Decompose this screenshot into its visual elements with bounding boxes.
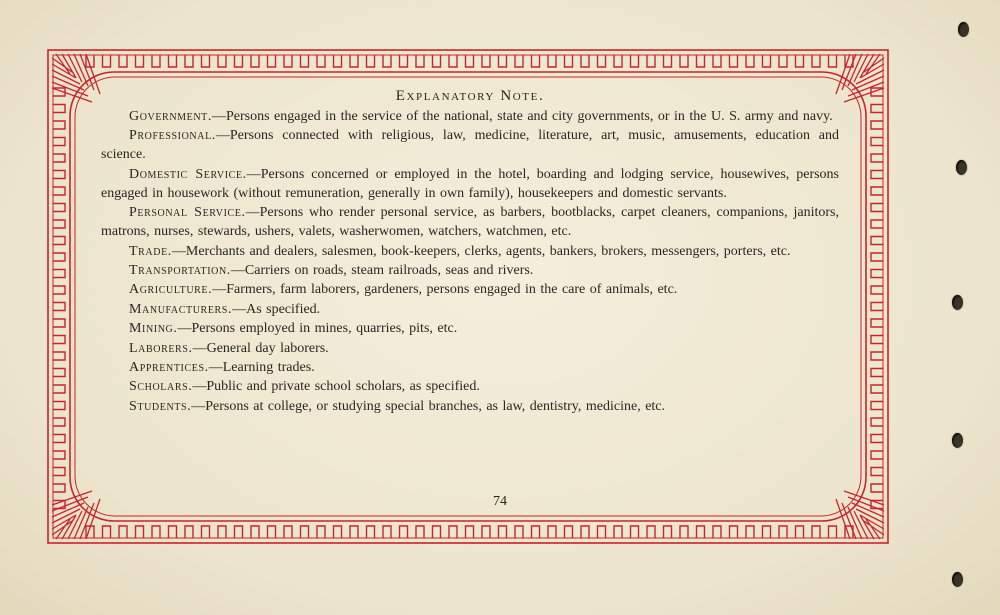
entry-description: —Persons connected with religious, law, medicine, literature, art, music, amusements, education and science. bbox=[101, 128, 839, 163]
entry-apprentices bbox=[101, 358, 839, 377]
entry-domesticservice bbox=[101, 165, 839, 203]
entry-students bbox=[101, 397, 839, 416]
entry-government bbox=[101, 107, 839, 126]
entry-description: —Persons employed in mines, quarries, pits, etc. bbox=[177, 321, 458, 337]
entry-term: Scholars. bbox=[129, 379, 193, 395]
entry-term: Professional. bbox=[129, 128, 216, 144]
entry-term: Government. bbox=[129, 109, 212, 124]
entry-professional bbox=[101, 126, 839, 164]
entry-description: —Public and private school scholars, as specified. bbox=[192, 379, 480, 395]
entry-term: Domestic Service. bbox=[129, 166, 247, 182]
entry-description: —Persons at college, or studying special branches, as law, dentistry, medicine, etc. bbox=[191, 398, 666, 414]
entry-description: —Persons concerned or employed in the hotel, boarding and lodging service, housewives, persons engaged in housework (without remuneration, generally in own family), housekeepers and domestic servants. bbox=[101, 166, 840, 201]
page-title: Explanatory Note. bbox=[395, 88, 545, 104]
entry-description: —Farmers, farm laborers, gardeners, persons engaged in the care of animals, etc. bbox=[212, 282, 678, 298]
entries-list bbox=[101, 107, 839, 416]
entry-agriculture bbox=[101, 280, 839, 299]
entry-term: Trade. bbox=[129, 243, 172, 259]
entry-description: —As specified. bbox=[232, 301, 321, 317]
entry-term: Transportation. bbox=[129, 262, 231, 278]
entry-description: —Learning trades. bbox=[208, 359, 315, 375]
entry-personalservice bbox=[101, 203, 839, 241]
entry-trade bbox=[101, 242, 839, 261]
entry-term: Students. bbox=[129, 398, 192, 414]
entry-description: —Carriers on roads, steam railroads, seas and rivers. bbox=[230, 262, 534, 278]
entry-mining bbox=[101, 319, 839, 338]
entry-term: Laborers. bbox=[129, 340, 193, 356]
entry-description: —Persons engaged in the service of the national, state and city governments, or in the U. S. army and navy. bbox=[211, 109, 833, 124]
entry-scholars bbox=[101, 377, 839, 396]
entry-term: Apprentices. bbox=[129, 359, 209, 375]
entry-description: —General day laborers. bbox=[192, 340, 329, 356]
entry-laborers bbox=[101, 339, 839, 358]
entry-description: —Persons who render personal service, as barbers, bootblacks, carpet cleaners, companions, janitors, matrons, nurses, stewards, ushers, valets, washerwomen, watchers, watchmen, etc. bbox=[101, 205, 839, 240]
entry-manufacturers bbox=[101, 300, 839, 319]
entry-term: Manufacturers. bbox=[129, 301, 233, 317]
entry-term: Agriculture. bbox=[129, 282, 213, 298]
explanatory-note bbox=[101, 88, 839, 416]
entry-description: —Merchants and dealers, salesmen, book-keepers, clerks, agents, bankers, brokers, messengers, porters, etc. bbox=[171, 243, 791, 259]
entry-term: Mining. bbox=[129, 321, 178, 337]
entry-term: Personal Service. bbox=[129, 205, 246, 221]
entry-transportation bbox=[101, 261, 839, 280]
page-number: 74 bbox=[493, 494, 507, 509]
